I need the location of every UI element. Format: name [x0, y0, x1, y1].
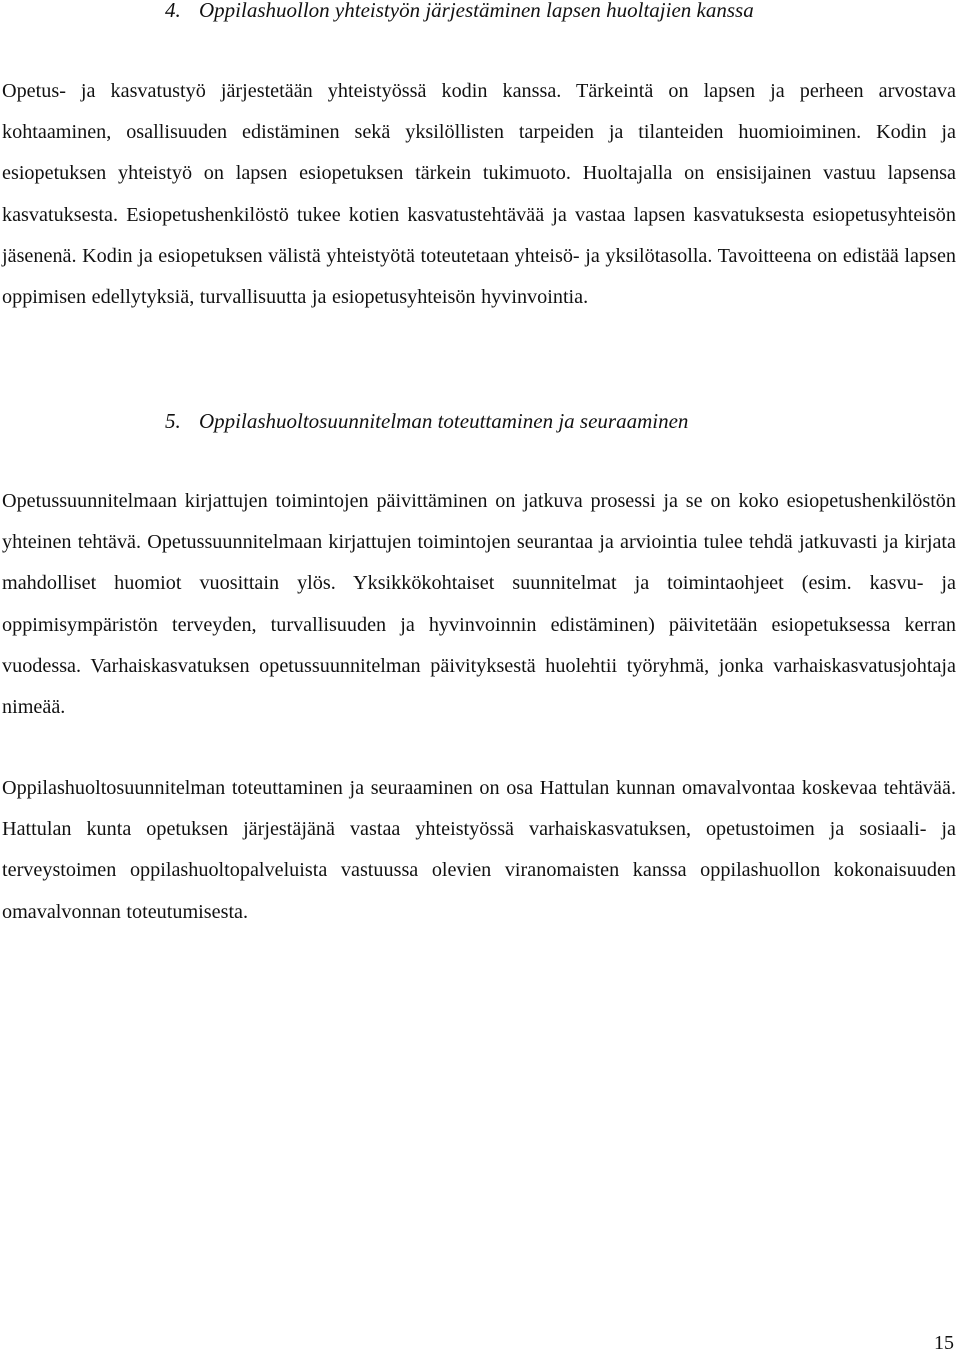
section-number: 4. [165, 0, 181, 22]
body-paragraph-updating: Opetussuunnitelmaan kirjattujen toimintojen päivittäminen on jatkuva prosessi ja se on koko esiopetushenkilöstön yhteinen tehtävä. Opetussuunnitelmaan kirjattujen toimintojen seurantaa ja arviointia tulee tehdä jatkuvasti ja kirjata mahdolliset huomiot vuosittain ylös. Yksikkökohtaiset suunnitelmat ja toimintaohjeet (esim. kasvu- ja oppimisympäristön terveyden, turvallisuuden ja hyvinvoinnin edistäminen) päivitetään esiopetuksessa kerran vuodessa. Varhaiskasvatuksen opetussuunnitelman päivityksestä huolehtii työryhmä, jonka varhaiskasvatusjohtaja nimeää. [2, 490, 956, 719]
body-paragraph-cooperation: Opetus- ja kasvatustyö järjestetään yhteistyössä kodin kanssa. Tärkeintä on lapsen ja perheen arvostava kohtaaminen, osallisuuden edistäminen sekä yksilöllisten tarpeiden ja tilanteiden huomioiminen. Kodin ja esiopetuksen yhteistyö on lapsen esiopetuksen tärkein tukimuoto. Huoltajalla on ensisijainen vastuu lapsensa kasvatuksesta. Esiopetushenkilöstö tukee kotien kasvatustehtävää ja vastaa lapsen kasvatuksesta esiopetusyhteisön jäsenenä. Kodin ja esiopetuksen välistä yhteistyötä toteutetaan yhteisö- ja yksilötasolla. Tavoitteena on edistää lapsen oppimisen edellytyksiä, turvallisuutta ja esiopetusyhteisön hyvinvointia. [2, 80, 956, 309]
section-title: Oppilashuollon yhteistyön järjestäminen lapsen huoltajien kanssa [199, 0, 754, 22]
section-heading-4 [165, 0, 754, 22]
body-paragraph-self-monitoring: Oppilashuoltosuunnitelman toteuttaminen ja seuraaminen on osa Hattulan kunnan omavalvontaa koskevaa tehtävää. Hattulan kunta opetuksen järjestäjänä vastaa yhteistyössä varhaiskasvatuksen, opetustoimen ja sosiaali- ja terveystoimen oppilashuoltopalveluista vastuussa olevien viranomaisten kanssa oppilashuollon kokonaisuuden omavalvonnan toteutumisesta. [2, 777, 956, 923]
section-heading-5 [165, 409, 688, 433]
page-number: 15 [934, 1332, 954, 1354]
section-title: Oppilashuoltosuunnitelman toteuttaminen ja seuraaminen [199, 409, 689, 433]
section-number: 5. [165, 409, 181, 433]
